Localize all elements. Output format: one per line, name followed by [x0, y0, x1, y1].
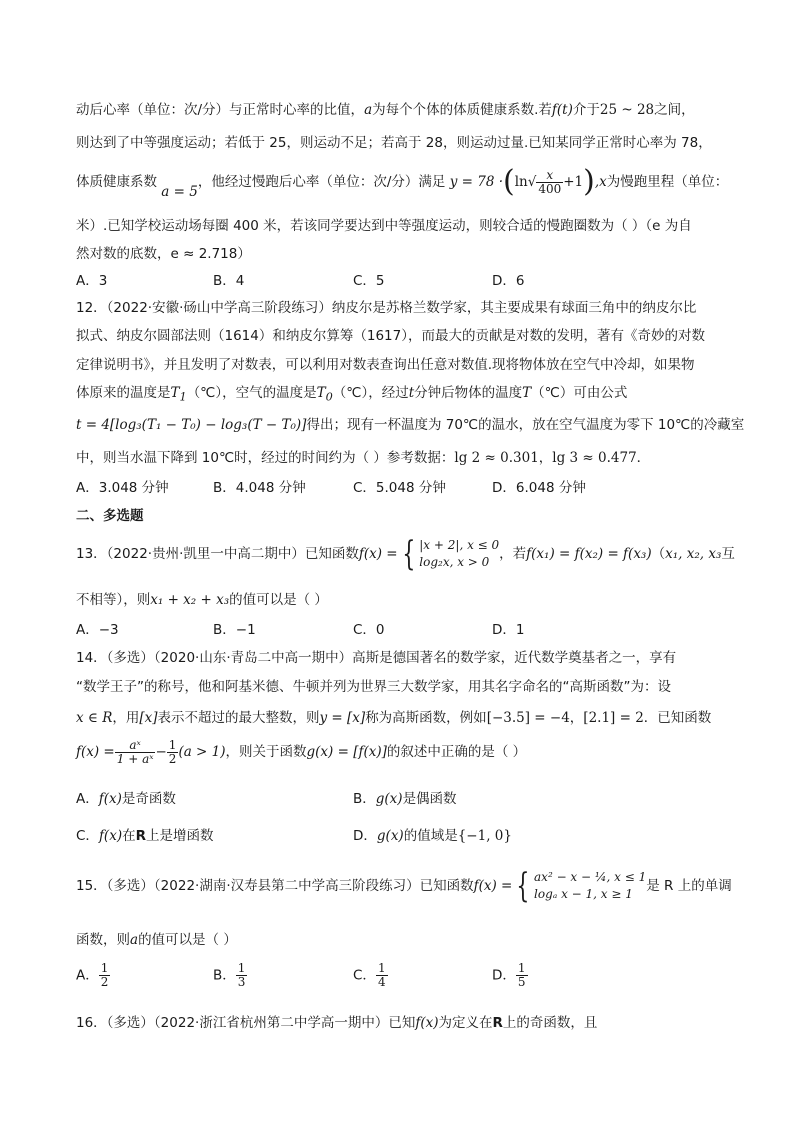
q12-line-5: t = 4[log₃(T₁ − T₀) − log₃(T − T₀)]得出；现有一杯温度为 70℃的温水，放在空气温度为零下 10℃的冷藏室 — [76, 417, 745, 433]
q15-line-1: 15．（多选）（2022·湖南·汉寿县第二中学高三阶段练习）已知函数f(x) = { ax² − x − ¼, x ≤ 1 logₐ x − 1, x ≥ 1 是 R 上的单调 — [76, 866, 732, 906]
q12-option-b[interactable]: B．4.048 分钟 — [213, 480, 306, 496]
q11-fraction: $\frac{x}{400}$ — [538, 167, 562, 196]
q13-cases: |x + 2|, x ≤ 0 log₂x, x > 0 — [419, 538, 500, 569]
q11-line-1: 动后心率（单位：次/分）与正常时心率的比值，a为每个个体的体质健康系数.若f(t)介于25 ~ 28之间， — [76, 102, 695, 118]
q11-line-4: 米）.已知学校运动场每圈 400 米，若该同学要达到中等强度运动，则较合适的慢跑圈数为（ ）（e 为自 — [76, 218, 692, 234]
q14-fraction-main: $\frac{\text{aˣ}}{\text{1 + aˣ}}$ — [116, 737, 154, 766]
q14-line-1: 14．（多选）（2020·山东·青岛二中高一期中）高斯是德国著名的数学家，近代数学奠基者之一，享有 — [76, 650, 677, 666]
q12-option-d[interactable]: D．6.048 分钟 — [492, 480, 586, 496]
q14-line-2: “数学王子”的称号，他和阿基米德、牛顿并列为世界三大数学家，用其名字命名的“高斯函数”为：设 — [76, 679, 671, 695]
q13-option-b[interactable]: B．−1 — [213, 622, 256, 638]
q12-line-6: 中，则当水温下降到 10℃时，经过的时间约为（ ）参考数据：lg 2 ≈ 0.301，lg 3 ≈ 0.477． — [76, 450, 651, 466]
q13-line-2: 不相等），则x₁ + x₂ + x₃的值可以是（ ） — [76, 592, 328, 608]
q14-option-b[interactable]: B．g(x)是偶函数 — [353, 791, 457, 807]
q12-option-c[interactable]: C．5.048 分钟 — [353, 480, 446, 496]
q11-line-3: 体质健康系数 a = 5，他经过慢跑后心率（单位：次/分）满足 y = 78 ·(ln√ $\frac{x}{400}$ +1),x为慢跑里程（单位： — [76, 164, 729, 200]
q13-option-c[interactable]: C．0 — [353, 622, 385, 638]
q15-cases: ax² − x − ¼, x ≤ 1 logₐ x − 1, x ≥ 1 — [534, 870, 647, 901]
q15-option-c[interactable]: C． $\frac{1}{4}$ — [353, 961, 386, 989]
q13-option-a[interactable]: A．−3 — [76, 622, 119, 638]
q14-line-3: x ∈ R，用[x]表示不超过的最大整数，则y = [x]称为高斯函数，例如[−3.5] = −4，[2.1] = 2．已知函数 — [76, 710, 712, 726]
q15-option-a[interactable]: A． $\frac{1}{2}$ — [76, 961, 109, 989]
section-heading-multi-choice: 二、多选题 — [76, 508, 144, 524]
q13-option-d[interactable]: D．1 — [492, 622, 525, 638]
q11-option-b[interactable]: B．4 — [213, 273, 245, 289]
q11-line-5: 然对数的底数，e ≈ 2.718） — [76, 246, 251, 262]
q15-line-2: 函数，则a的值可以是（ ） — [76, 932, 237, 948]
q14-line-4: f(x) = $\frac{\text{aˣ}}{\text{1 + aˣ}}$ − $\frac{1}{2}$ (a > 1)，则关于函数g(x) = [f(x)]的叙述中正确的是（ ） — [76, 737, 527, 766]
q12-line-4: 体原来的温度是$T_1(℃)$，空气的温度是$T_0(℃)$，经过t分钟后物体的温度T（℃）可由公式 — [76, 385, 628, 404]
q12-line-3: 定律说明书》，并且发明了对数表，可以利用对数表查询出任意对数值.现将物体放在空气中冷却，如果物 — [76, 357, 695, 373]
q14-option-c[interactable]: C．f(x)在R上是增函数 — [76, 828, 214, 844]
q15-option-b[interactable]: B． $\frac{1}{3}$ — [213, 961, 246, 989]
q14-option-d[interactable]: D．g(x)的值域是{−1, 0} — [353, 828, 512, 844]
q14-fraction-half: $\frac{1}{2}$ — [168, 737, 177, 766]
q12-line-2: 拟式、纳皮尔圆部法则（1614）和纳皮尔算筹（1617），而最大的贡献是对数的发明，著有《奇妙的对数 — [76, 328, 705, 344]
q11-option-a[interactable]: A．3 — [76, 273, 108, 289]
q11-line-2: 则达到了中等强度运动；若低于 25，则运动不足；若高于 28，则运动过量.已知某同学正常时心率为 78， — [76, 135, 712, 151]
var-a: a — [364, 102, 373, 118]
f-of-t: f(t) — [551, 102, 573, 118]
q11-option-d[interactable]: D．6 — [492, 273, 525, 289]
q12-line-1: 12．（2022·安徽·砀山中学高三阶段练习）纳皮尔是苏格兰数学家，其主要成果有球面三角中的纳皮尔比 — [76, 300, 697, 316]
q14-option-a[interactable]: A．f(x)是奇函数 — [76, 791, 176, 807]
q15-option-d[interactable]: D． $\frac{1}{5}$ — [492, 961, 526, 989]
q13-line-1: 13．（2022·贵州·凯里一中高二期中）已知函数f(x) = { |x + 2|, x ≤ 0 log₂x, x > 0 ，若f(x₁) = f(x₂) = f(x₃)（x₁, x₂, x₃互 — [76, 534, 735, 574]
q12-option-a[interactable]: A．3.048 分钟 — [76, 480, 169, 496]
q11-option-c[interactable]: C．5 — [353, 273, 385, 289]
q16-line-1: 16．（多选）（2022·浙江省杭州第二中学高一期中）已知f(x)为定义在R上的奇函数，且 — [76, 1015, 598, 1031]
